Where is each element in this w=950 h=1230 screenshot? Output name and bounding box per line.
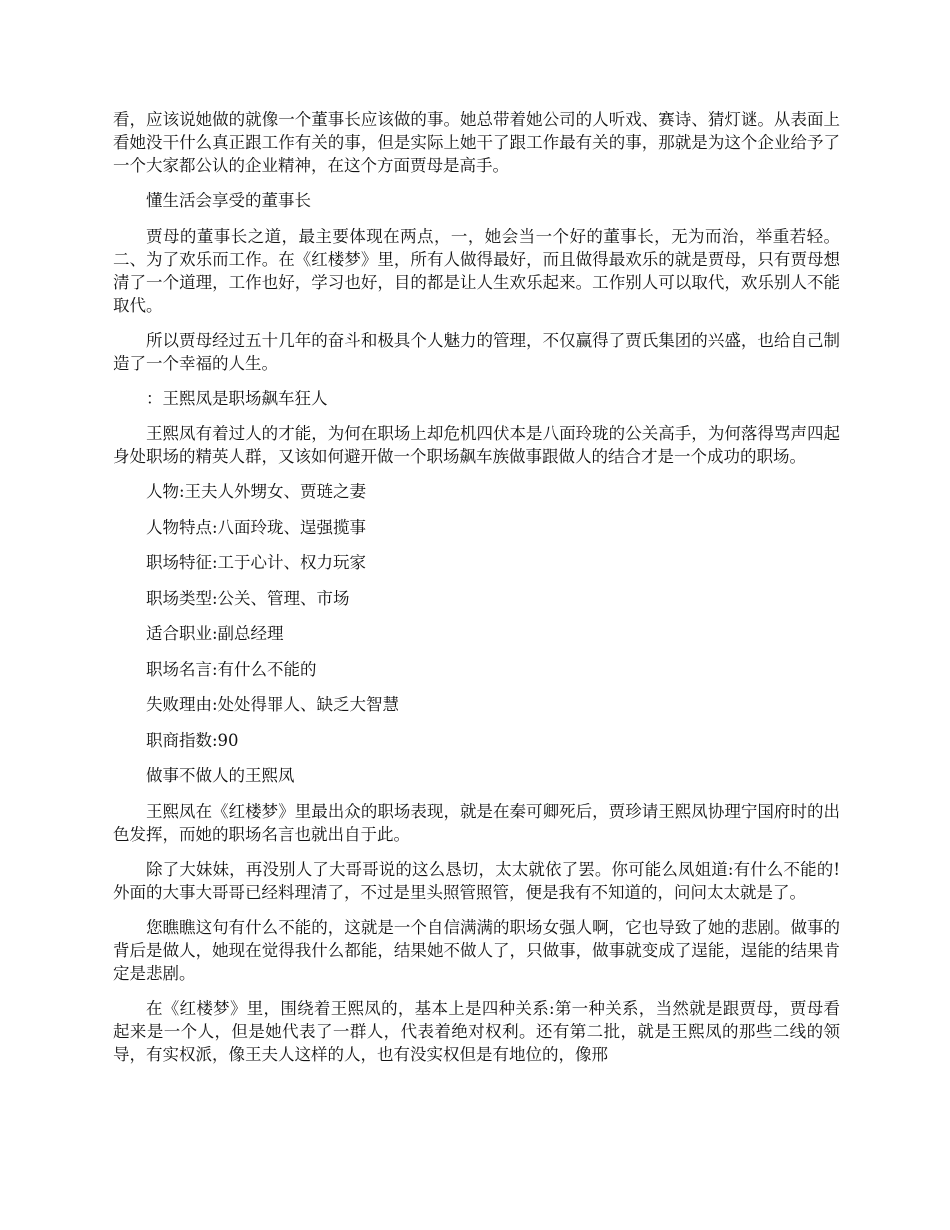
paragraph-tragedy-analysis: 您瞧瞧这句有什么不能的，这就是一个自信满满的职场女强人啊，它也导致了她的悲剧。做事的背后是做人，她现在觉得我什么都能，结果她不做人了，只做事，做事就变成了逞能，逞能的结果肯定是悲剧。 (113, 917, 840, 983)
profile-person: 人物:王夫人外甥女、贾琏之妻 (146, 482, 367, 501)
profile-workplace-type: 职场类型:公关、管理、市场 (146, 588, 350, 608)
profile-motto: 职场名言:有什么不能的 (146, 659, 317, 679)
paragraph-jiamu-summary: 所以贾母经过五十几年的奋斗和极具个人魅力的管理，不仅赢得了贾氏集团的兴盛，也给自己制造了一个幸福的人生。 (113, 330, 840, 373)
profile-workplace-features: 职场特征:工于心计、权力玩家 (146, 553, 367, 572)
profile-failure-reason: 失败理由:处处得罪人、缺乏大智慧 (146, 695, 400, 714)
paragraph-ningguo-performance: 王熙凤在《红楼梦》里最出众的职场表现，就是在秦可卿死后，贾珍请王熙凤协理宁国府时的出色发挥，而她的职场名言也就出自于此。 (113, 801, 840, 844)
paragraph-quote-fengjie: 除了大妹妹，再没别人了大哥哥说的这么恳切，太太就依了罢。你可能么凤姐道:有什么不能的!外面的大事大哥哥已经料理清了，不过是里头照管照管，便是我有不知道的，问问太太就是了。 (113, 859, 840, 902)
paragraph-wangxifeng-intro: 王熙凤有着过人的才能，为何在职场上却危机四伏本是八面玲珑的公关高手，为何落得骂声四起身处职场的精英人群，又该如何避开做一个职场飙车族做事跟做人的结合才是一个成功的职场。 (113, 424, 840, 466)
heading-wangxifeng-section: ：王熙凤是职场飙车狂人 (146, 388, 328, 408)
paragraph-jiamu-way: 贾母的董事长之道，最主要体现在两点，一，她会当一个好的董事长，无为而治，举重若轻。二、为了欢乐而工作。在《红楼梦》里，所有人做得最好，而且做得最欢乐的就是贾母，只有贾母想清了一个道理，工作也好，学习也好，目的都是让人生欢乐起来。工作别人可以取代，欢乐别人不能取代。 (113, 226, 840, 315)
paragraph-jiamu-chairman-intro: 看，应该说她做的就像一个董事长应该做的事。她总带着她公司的人听戏、赛诗、猜灯谜。从表面上看她没干什么真正跟工作有关的事，但是实际上她干了跟工作最有关的事，那就是为这个企业给予了一个大家都公认的企业精神，在这个方面贾母是高手。 (113, 110, 840, 175)
heading-enjoy-life-chairman: 懂生活会享受的董事长 (146, 191, 311, 210)
paragraph-four-relationships: 在《红楼梦》里，围绕着王熙凤的，基本上是四种关系:第一种关系，当然就是跟贾母，贾母看起来是一个人，但是她代表了一群人，代表着绝对权利。还有第二批，就是王熙凤的那些二线的领导，有实权派，像王夫人这样的人，也有没实权但是有地位的，像邢 (113, 998, 840, 1064)
profile-traits: 人物特点:八面玲珑、逞强揽事 (146, 517, 367, 537)
profile-suitable-job: 适合职业:副总经理 (146, 624, 284, 643)
heading-work-not-people: 做事不做人的王熙凤 (146, 766, 295, 785)
document-page (113, 108, 840, 1078)
profile-career-index: 职商指数:90 (146, 730, 239, 750)
